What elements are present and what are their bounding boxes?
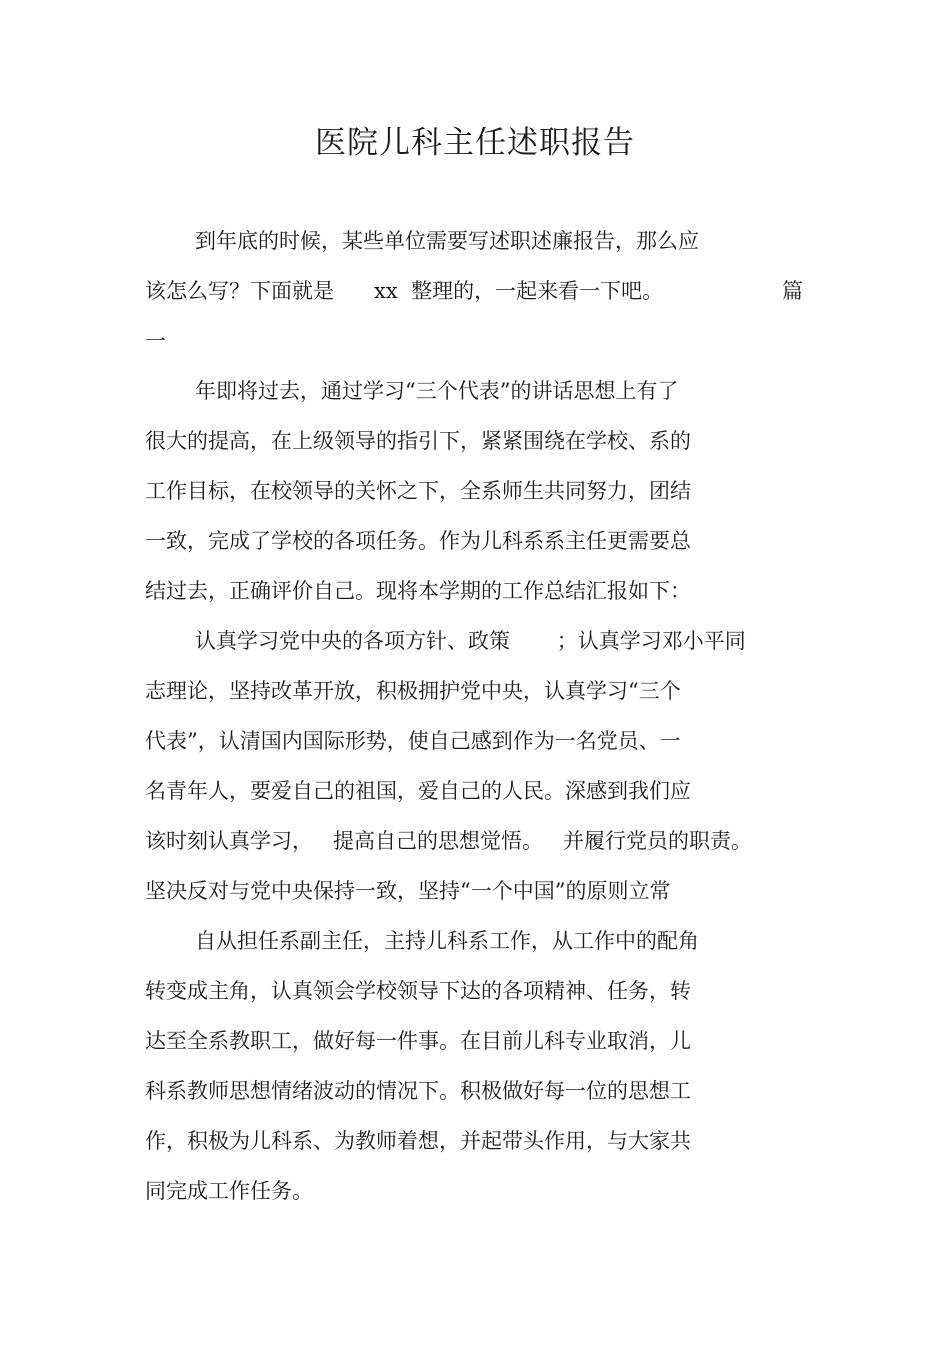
text-line: 科系教师思想情绪波动的情况下。积极做好每一位的思想工 xyxy=(145,1079,691,1103)
text-line: 代表”，认清国内国际形势，使自己感到作为一名党员、一 xyxy=(145,729,681,753)
text-line: 认真学习党中央的各项方针、政策 ；认真学习邓小平同 xyxy=(195,629,746,653)
text-line: 年即将过去，通过学习“三个代表”的讲话思想上有了 xyxy=(195,379,679,403)
text-line: 该时刻认真学习， 提高自己的思想觉悟。 并履行党员的职责。 xyxy=(145,829,753,853)
text-line: 该怎么写？下面就是 xx 整理的，一起来看一下吧。 xyxy=(145,279,664,303)
text-line: 很大的提高，在上级领导的指引下，紧紧围绕在学校、系的 xyxy=(145,429,691,453)
text-line: 志理论，坚持改革开放，积极拥护党中央，认真学习“三个 xyxy=(145,679,681,703)
text-line: 一致，完成了学校的各项任务。作为儿科系系主任更需要总 xyxy=(145,529,691,553)
text-line: 转变成主角，认真领会学校领导下达的各项精神、任务，转 xyxy=(145,979,691,1003)
text-line: 自从担任系副主任，主持儿科系工作，从工作中的配角 xyxy=(195,929,699,953)
text-line: 作，积极为儿科系、为教师着想，并起带头作用，与大家共 xyxy=(145,1129,691,1153)
text-line: 同完成工作任务。 xyxy=(145,1179,313,1203)
text-line: 坚决反对与党中央保持一致，坚持“一个中国”的原则立常 xyxy=(145,879,671,903)
text-line: 工作目标，在校领导的关怀之下，全系师生共同努力，团结 xyxy=(145,479,691,503)
text-line: 到年底的时候，某些单位需要写述职述廉报告，那么应 xyxy=(195,229,699,253)
document-title: 医院儿科主任述职报告 xyxy=(315,125,635,161)
text-line: 名青年人，要爱自己的祖国，爱自己的人民。深感到我们应 xyxy=(145,779,691,803)
text-line: 篇 xyxy=(782,279,803,303)
text-line: 达至全系教职工，做好每一件事。在目前儿科专业取消，儿 xyxy=(145,1029,691,1053)
text-line: 一 xyxy=(145,329,166,353)
text-line: 结过去，正确评价自己。现将本学期的工作总结汇报如下： xyxy=(145,579,691,603)
